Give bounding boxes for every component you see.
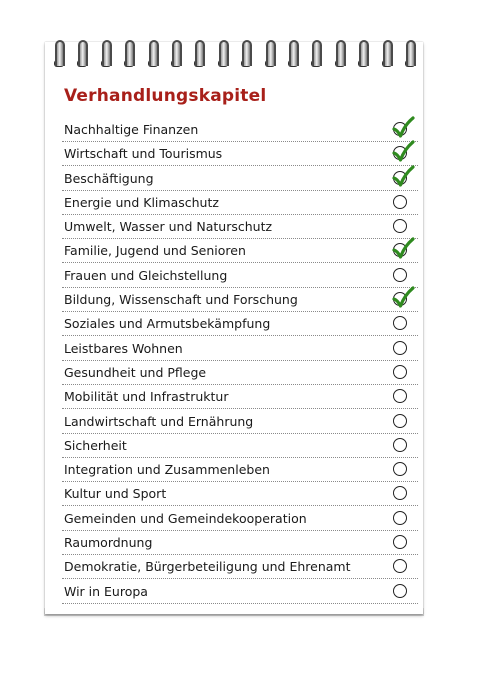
checkbox-circle[interactable] xyxy=(393,341,407,355)
checkbox-circle[interactable] xyxy=(393,219,407,233)
ring-wire xyxy=(242,40,252,66)
checklist-item xyxy=(62,532,418,555)
spiral-ring xyxy=(193,40,205,70)
checklist-item-label: Familie, Jugend und Senioren xyxy=(64,243,246,259)
checkbox-circle[interactable] xyxy=(393,195,407,209)
checkbox-circle[interactable] xyxy=(393,559,407,573)
checklist-item xyxy=(62,119,418,142)
checklist-item-label: Frauen und Gleichstellung xyxy=(64,267,228,283)
checklist-item xyxy=(62,216,418,239)
checkbox-circle[interactable] xyxy=(393,584,407,598)
checklist-item-label: Wir in Europa xyxy=(64,583,148,599)
checklist-item-label: Nachhaltige Finanzen xyxy=(64,122,199,137)
checkmark-icon xyxy=(391,140,415,164)
spiral-binding xyxy=(45,40,423,74)
ring-wire xyxy=(149,40,159,66)
checkbox-circle[interactable] xyxy=(393,438,407,452)
ring-wire xyxy=(336,40,346,66)
spiral-ring xyxy=(217,40,229,70)
checklist-item-label: Beschäftigung xyxy=(64,170,154,186)
checkbox-circle[interactable] xyxy=(393,316,407,330)
checklist-item-label: Kultur und Sport xyxy=(64,486,167,502)
ring-wire xyxy=(78,40,88,66)
checklist-item-label: Integration und Zusammenleben xyxy=(64,462,270,478)
checkbox-circle[interactable] xyxy=(393,486,407,500)
checklist-item-label: Gesundheit und Pflege xyxy=(64,364,207,380)
ring-wire xyxy=(125,40,135,66)
ring-wire xyxy=(219,40,229,66)
checklist-item-label: Demokratie, Bürgerbeteiligung und Ehrenamt xyxy=(64,559,351,575)
checklist-item xyxy=(62,168,418,191)
checkbox-circle[interactable] xyxy=(393,535,407,549)
checkmark-icon xyxy=(391,116,415,140)
checkbox-circle[interactable] xyxy=(393,511,407,525)
ring-wire xyxy=(172,40,182,66)
checklist-item-label: Umwelt, Wasser und Naturschutz xyxy=(64,219,273,235)
checklist-item-label: Soziales und Armutsbekämpfung xyxy=(64,316,271,332)
spiral-ring xyxy=(170,40,182,70)
spiral-ring xyxy=(76,40,88,70)
spiral-ring xyxy=(381,40,393,70)
checklist-item xyxy=(62,338,418,361)
checklist-item-label: Bildung, Wissenschaft und Forschung xyxy=(64,292,298,308)
checklist-item-label: Landwirtschaft und Ernährung xyxy=(64,413,254,429)
spiral-ring xyxy=(123,40,135,70)
ring-wire xyxy=(289,40,299,66)
checklist-item xyxy=(62,435,418,458)
checklist-item-label: Energie und Klimaschutz xyxy=(64,194,219,210)
checkbox-circle[interactable] xyxy=(393,365,407,379)
spiral-ring xyxy=(310,40,322,70)
checklist xyxy=(62,119,418,605)
checklist-item-label: Raumordnung xyxy=(64,535,153,551)
checkmark-icon xyxy=(391,165,415,189)
ring-wire xyxy=(55,40,65,66)
spiral-ring xyxy=(287,40,299,70)
checklist-item xyxy=(62,313,418,336)
checklist-item xyxy=(62,508,418,531)
checklist-item xyxy=(62,581,418,604)
ring-wire xyxy=(312,40,322,66)
ring-wire xyxy=(383,40,393,66)
spiral-ring xyxy=(334,40,346,70)
ring-wire xyxy=(102,40,112,66)
checklist-item-label: Leistbares Wohnen xyxy=(64,340,183,356)
checklist-item xyxy=(62,362,418,385)
spiral-ring xyxy=(357,40,369,70)
checklist-item xyxy=(62,265,418,288)
spiral-ring xyxy=(264,40,276,70)
spiral-ring xyxy=(53,40,65,70)
ring-wire xyxy=(266,40,276,66)
ring-wire xyxy=(359,40,369,66)
checklist-item xyxy=(62,459,418,482)
checkbox-circle[interactable] xyxy=(393,389,407,403)
checklist-item xyxy=(62,386,418,409)
checklist-item-label: Gemeinden und Gemeindekooperation xyxy=(64,510,307,526)
spiral-ring xyxy=(147,40,159,70)
checkbox-circle[interactable] xyxy=(393,414,407,428)
checklist-item xyxy=(62,143,418,166)
page-title: Verhandlungskapitel xyxy=(64,86,267,106)
ring-wire xyxy=(195,40,205,66)
checklist-item xyxy=(62,192,418,215)
spiral-ring xyxy=(404,40,416,70)
checklist-item xyxy=(62,483,418,506)
checklist-item-label: Wirtschaft und Tourismus xyxy=(64,146,223,162)
checklist-item xyxy=(62,289,418,312)
checklist-item-label: Mobilität und Infrastruktur xyxy=(64,389,229,405)
checkbox-circle[interactable] xyxy=(393,462,407,476)
spiral-ring xyxy=(240,40,252,70)
ring-wire xyxy=(406,40,416,66)
checkbox-circle[interactable] xyxy=(393,268,407,282)
checkmark-icon xyxy=(391,237,415,261)
checklist-item-label: Sicherheit xyxy=(64,437,127,453)
checklist-item xyxy=(62,240,418,263)
checklist-item xyxy=(62,556,418,579)
checklist-item xyxy=(62,411,418,434)
checkmark-icon xyxy=(391,286,415,310)
spiral-ring xyxy=(100,40,112,70)
